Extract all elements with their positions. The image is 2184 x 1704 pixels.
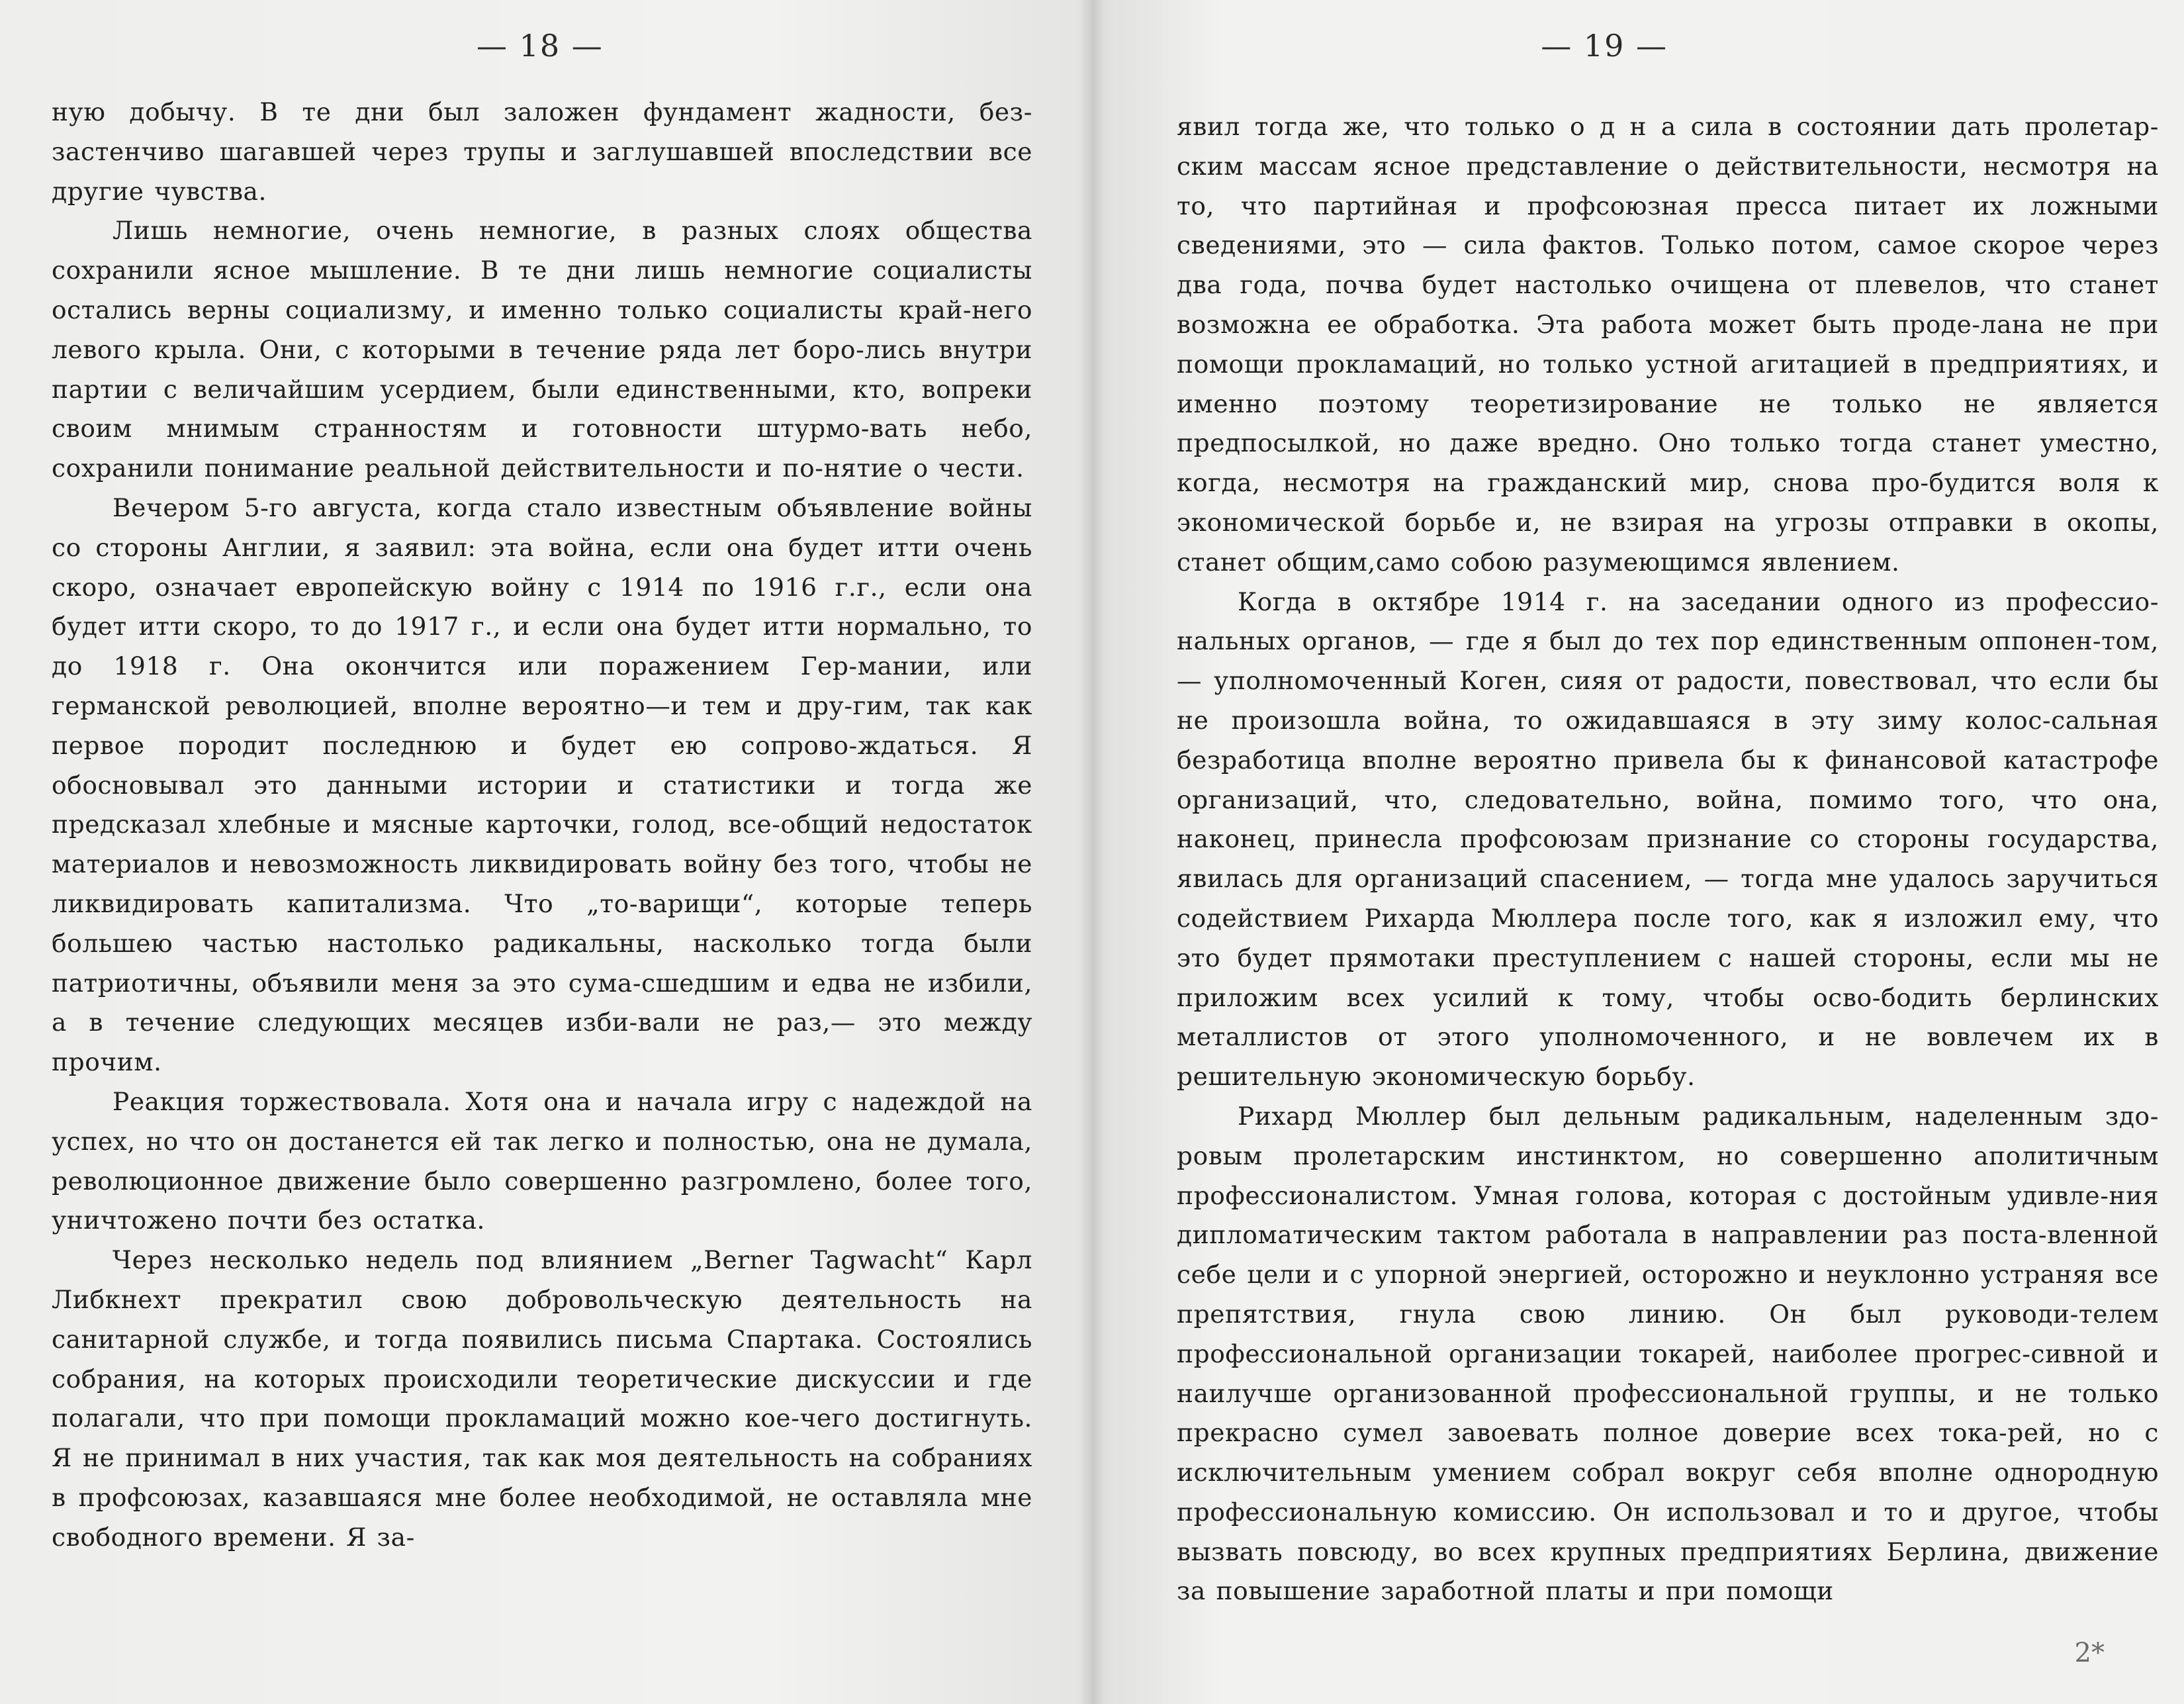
signature-mark: 2* [2074, 1638, 2105, 1668]
page-number-left: — 18 — [477, 28, 604, 64]
paragraph: Через несколько недель под влиянием „Berner Tagwacht“ Карл Либкнехт прекратил свою добровольческую деятельность на санитарной службе, и тогда появились письма Спартака. Состоялись собрания, на которых происходили теоретические дискуссии и где полагали, что при помощи прокламаций можно кое-чего достигнуть. Я не принимал в них участия, так как моя деятельность на собраниях в профсоюзах, казавшаяся мне более необходимой, не оставляла мне свободного времени. Я за- [52, 1245, 1032, 1552]
paragraph: Рихард Мюллер был дельным радикальным, наделенным здо-ровым пролетарским инстинктом, но совершенно аполитичным профессионалистом. Умная голова, которая с достойным удивле-ния дипломатическим тактом работала в направлении раз поста-вленной себе цели и с упорной энергией, осторожно и неуклонно устраняя все препятствия, гнула свою линию. Он был руководи-телем профессиональной организации токарей, наиболее прогрес-сивной и наилучше организованной профессиональной группы, и не только прекрасно сумел завоевать полное доверие всех тока-рей, но с исключительным умением собрал вокруг себя вполне однородную профессиональную комиссию. Он использовал и то и другое, чтобы вызвать повсюду, во всех крупных предприятиях Берлина, движение за повышение заработной платы и при помощи [1177, 1101, 2159, 1606]
paragraph: ную добычу. В те дни был заложен фундамент жадности, без-застенчиво шагавшей через трупы и заглушавшей впоследствии все другие чувства. [52, 97, 1032, 206]
left-page-text [52, 93, 1032, 1557]
paragraph: явил тогда же, что только о д н а сила в состоянии дать пролетар-ским массам ясное представление о действительности, несмотря на то, что партийная и профсоюзная пресса питает их ложными сведениями, это — сила фактов. Только потом, самое скорое через два года, почва будет настолько очищена от плевелов, что станет возможна ее обработка. Эта работа может быть проде-лана не при помощи прокламаций, но только устной агитацией в предприятиях, и именно поэтому теоретизирование не только не является предпосылкой, но даже вредно. Оно только тогда станет уместно, когда, несмотря на гражданский мир, снова про-будится воля к экономической борьбе и, не взирая на угрозы отправки в окопы, станет общим,само собою разумеющимся явлением. [1177, 112, 2159, 577]
paragraph: Реакция торжествовала. Хотя она и начала игру с надеждой на успех, но что он достанется ей так легко и полностью, она не думала, революционное движение было совершенно разгромлено, более того, уничтожено почти без остатка. [52, 1086, 1032, 1235]
paragraph: Вечером 5-го августа, когда стало известным объявление войны со стороны Англии, я заявил: эта война, если она будет итти очень скоро, означает европейскую войну с 1914 по 1916 г.г., если она будет итти скоро, то до 1917 г., и если она будет итти нормально, то до 1918 г. Она окончится или поражением Гер-мании, или германской революцией, вполне вероятно—и тем и дру-гим, так как первое породит последнюю и будет ею сопрово-ждаться. Я обосновывал это данными истории и статистики и тогда же предсказал хлебные и мясные карточки, голод, все-общий недостаток материалов и невозможность ликвидировать войну без того, чтобы не ликвидировать капитализма. Что „то-варищи“, которые теперь большею частью настолько радикальны, насколько тогда были патриотичны, объявили меня за это сума-сшедшим и едва не избили, а в течение следующих месяцев изби-вали не раз,— это между прочим. [52, 493, 1032, 1077]
right-page-text [1177, 107, 2159, 1611]
book-gutter [1079, 0, 1105, 1704]
page-number-right: — 19 — [1541, 28, 1668, 64]
paragraph: Когда в октябре 1914 г. на заседании одного из профессио-нальных органов, — где я был до тех пор единственным оппонен-том, — уполномоченный Коген, сияя от радости, повествовал, что если бы не произошла война, то ожидавшаяся в эту зиму колос-сальная безработица вполне вероятно привела бы к финансовой катастрофе организаций, что, следовательно, война, помимо того, что она, наконец, принесла профсоюзам признание со стороны государства, явилась для организаций спасением, — тогда мне удалось заручиться содействием Рихарда Мюллера после того, как я изложил ему, что это будет прямотаки преступлением с нашей стороны, если мы не приложим всех усилий к тому, чтобы осво-бодить берлинских металлистов от этого уполномоченного, и не вовлечем их в решительную экономическую борьбу. [1177, 587, 2159, 1092]
right-page [1092, 0, 2184, 1704]
paragraph: Лишь немногие, очень немногие, в разных слоях общества сохранили ясное мышление. В те дни лишь немногие социалисты остались верны социализму, и именно только социалисты край-него левого крыла. Они, с которыми в течение ряда лет боро-лись внутри партии с величайшим усердием, были единственными, кто, вопреки своим мнимым странностям и готовности штурмо-вать небо, сохранили понимание реальной действительности и по-нятие о чести. [52, 216, 1032, 483]
